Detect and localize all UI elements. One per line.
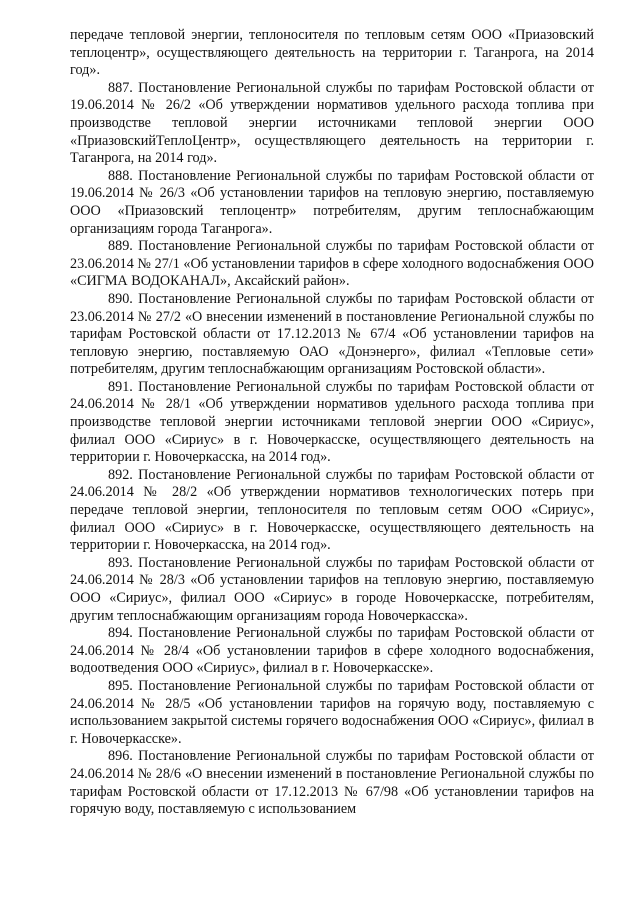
paragraph-891: 891. Постановление Региональной службы по тарифам Ростовской области от 24.06.2014 № 28/1 «Об утверждении нормативов удельного расхода топлива при производстве тепловой энергии источниками тепловой энергии ООО «Сириус», филиал ООО «Сириус» в г. Новочеркасске, осуществляющего деятельность на территории г. Новочеркасска, на 2014 год». xyxy=(70,378,594,466)
paragraph-890: 890. Постановление Региональной службы по тарифам Ростовской области от 23.06.2014 № 27/2 «О внесении изменений в постановление Региональной службы по тарифам Ростовской области от 17.12.2013 № 67/4 «Об установлении тарифов на тепловую энергию, поставляемую ОАО «Донэнерго», филиал «Тепловые сети» потребителям, другим теплоснабжающим организациям Ростовской области». xyxy=(70,290,594,378)
paragraph-893: 893. Постановление Региональной службы по тарифам Ростовской области от 24.06.2014 № 28/3 «Об установлении тарифов на тепловую энергию, поставляемую ООО «Сириус», филиал ООО «Сириус» в городе Новочеркасске, потребителям, другим теплоснабжающим организациям города Новочеркасска». xyxy=(70,554,594,624)
document-page xyxy=(70,27,594,819)
paragraph-889: 889. Постановление Региональной службы по тарифам Ростовской области от 23.06.2014 № 27/1 «Об установлении тарифов в сфере холодного водоснабжения ООО «СИГМА ВОДОКАНАЛ», Аксайский район». xyxy=(70,238,594,290)
paragraph-continuation: передаче тепловой энергии, теплоносителя по тепловым сетям ООО «Приазовский теплоцентр», осуществляющего деятельность на территории г. Таганрога, на 2014 год». xyxy=(70,27,594,79)
paragraph-895: 895. Постановление Региональной службы по тарифам Ростовской области от 24.06.2014 № 28/5 «Об установлении тарифов на горячую воду, поставляемую с использованием закрытой системы горячего водоснабжения ООО «Сириус», филиал в г. Новочеркасске». xyxy=(70,677,594,747)
paragraph-892: 892. Постановление Региональной службы по тарифам Ростовской области от 24.06.2014 № 28/2 «Об утверждении нормативов технологических потерь при передаче тепловой энергии, теплоносителя по тепловым сетям ООО «Сириус», филиал ООО «Сириус» в г. Новочеркасске, осуществляющего деятельность на территории г. Новочеркасска, на 2014 год». xyxy=(70,466,594,554)
paragraph-888: 888. Постановление Региональной службы по тарифам Ростовской области от 19.06.2014 № 26/3 «Об установлении тарифов на тепловую энергию, поставляемую ООО «Приазовский теплоцентр» потребителям, другим теплоснабжающим организациям города Таганрога». xyxy=(70,167,594,237)
paragraph-896: 896. Постановление Региональной службы по тарифам Ростовской области от 24.06.2014 № 28/6 «О внесении изменений в постановление Региональной службы по тарифам Ростовской области от 17.12.2013 № 67/98 «Об установлении тарифов на горячую воду, поставляемую с использованием xyxy=(70,748,594,818)
paragraph-887: 887. Постановление Региональной службы по тарифам Ростовской области от 19.06.2014 № 26/2 «Об утверждении нормативов удельного расхода топлива при производстве тепловой энергии источниками тепловой энергии ООО «ПриазовскийТеплоЦентр», осуществляющего деятельность на территории г. Таганрога, на 2014 год». xyxy=(70,79,594,167)
paragraph-894: 894. Постановление Региональной службы по тарифам Ростовской области от 24.06.2014 № 28/4 «Об установлении тарифов в сфере холодного водоснабжения, водоотведения ООО «Сириус», филиал в г. Новочеркасске». xyxy=(70,625,594,677)
